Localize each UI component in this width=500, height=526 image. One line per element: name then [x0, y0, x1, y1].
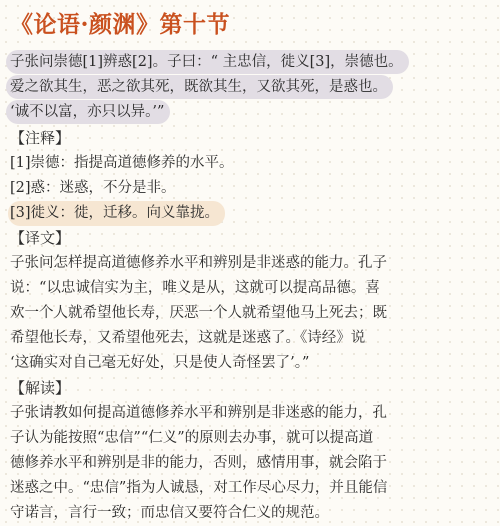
- translation-line: 欢一个人就希望他长寿，厌恶一个人就希望他马上死去；既: [10, 305, 387, 321]
- interpretation-line: 子张请教如何提高道德修养水平和辨别是非迷惑的能力，孔: [10, 405, 387, 421]
- note-item: [1]崇德：指提高道德修养的水平。: [10, 155, 234, 171]
- interpretation-line: 迷惑之中。“忠信”指为人诚恳，对工作尽心尽力，并且能信: [10, 480, 388, 496]
- translation-line: 说：“以忠诚信实为主，唯义是从，这就可以提高品德。喜: [10, 280, 380, 296]
- notes-list: [10, 151, 494, 226]
- note-item: [2]惑：迷惑，不分是非。: [10, 180, 176, 196]
- original-text-line: 爱之欲其生，恶之欲其死，既欲其生，又欲其死，是惑也。: [6, 75, 393, 99]
- page-title: 《论语·颜渊》第十节: [10, 11, 231, 38]
- note-item-highlighted: [3]徙义：徙，迁移。向义靠拢。: [8, 201, 225, 226]
- translation-line: ‘这确实对自己毫无好处，只是使人奇怪罢了’。”: [10, 355, 310, 371]
- original-text: [6, 50, 494, 124]
- interpretation-line: 子认为能按照“忠信”“仁义”的原则去办事，就可以提高道: [10, 430, 374, 446]
- interpretation-line: 守诺言，言行一致；而忠信又要符合仁义的规范。: [10, 505, 329, 521]
- interpretation-body: [10, 401, 494, 526]
- original-text-line: ‘诚不以富，亦只以异。’”: [6, 100, 170, 124]
- translation-line: 希望他长寿，又希望他死去，这就是迷惑了。《诗经》说: [10, 330, 366, 346]
- interpretation-header: 【解读】: [10, 379, 71, 397]
- interpretation-line: 德修养水平和辨别是非的能力，否则，感情用事，就会陷于: [10, 455, 387, 471]
- translation-header: 【译文】: [10, 229, 71, 247]
- notes-header: 【注释】: [10, 129, 71, 147]
- original-text-line: 子张问崇德[1]辨惑[2]。子曰：“ 主忠信，徙义[3]，崇德也。: [6, 50, 409, 74]
- translation-line: 子张问怎样提高道德修养水平和辨别是非迷惑的能力。孔子: [10, 255, 387, 271]
- translation-body: [10, 251, 494, 376]
- document-page: [10, 8, 494, 526]
